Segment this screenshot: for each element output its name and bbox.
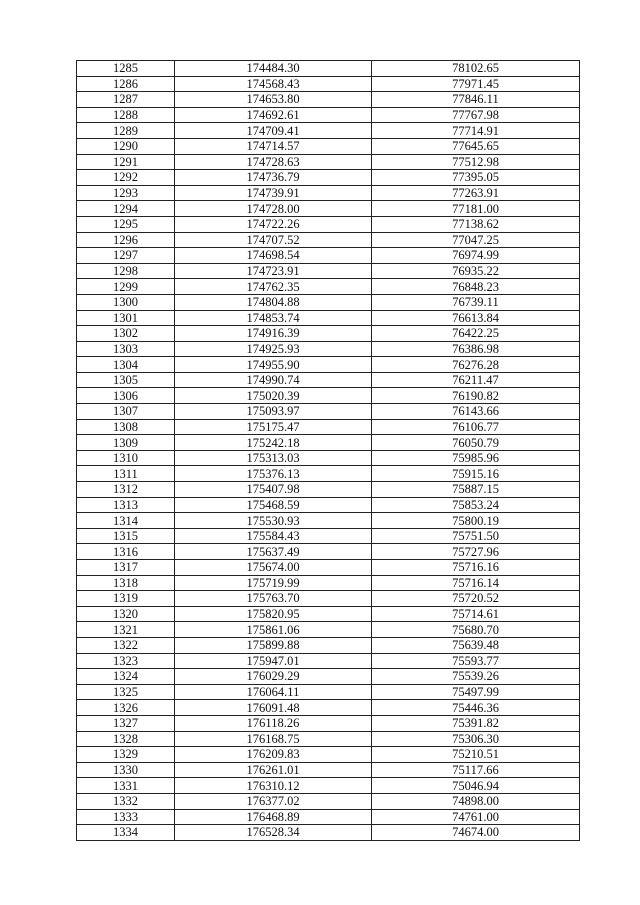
point-number-cell: 1292 (77, 170, 175, 186)
x-coordinate-cell: 175313.03 (175, 450, 372, 466)
x-coordinate-cell: 175637.49 (175, 544, 372, 560)
x-coordinate-cell: 176310.12 (175, 778, 372, 794)
point-number-cell: 1334 (77, 825, 175, 841)
y-coordinate-cell: 76386.98 (372, 341, 580, 357)
y-coordinate-cell: 76848.23 (372, 279, 580, 295)
point-number-cell: 1318 (77, 575, 175, 591)
y-coordinate-cell: 77263.91 (372, 185, 580, 201)
table-row (77, 637, 580, 653)
table-row (77, 294, 580, 310)
point-number-cell: 1308 (77, 419, 175, 435)
x-coordinate-cell: 175947.01 (175, 653, 372, 669)
table-row (77, 357, 580, 373)
point-number-cell: 1322 (77, 637, 175, 653)
y-coordinate-cell: 77971.45 (372, 76, 580, 92)
x-coordinate-cell: 174714.57 (175, 138, 372, 154)
table-row (77, 248, 580, 264)
y-coordinate-cell: 76050.79 (372, 435, 580, 451)
x-coordinate-cell: 175820.95 (175, 606, 372, 622)
y-coordinate-cell: 75716.16 (372, 560, 580, 576)
x-coordinate-cell: 175719.99 (175, 575, 372, 591)
table-row (77, 544, 580, 560)
y-coordinate-cell: 75716.14 (372, 575, 580, 591)
y-coordinate-cell: 75046.94 (372, 778, 580, 794)
point-number-cell: 1290 (77, 138, 175, 154)
point-number-cell: 1297 (77, 248, 175, 264)
table-row (77, 170, 580, 186)
table-row (77, 138, 580, 154)
table-row (77, 61, 580, 77)
y-coordinate-cell: 77512.98 (372, 154, 580, 170)
y-coordinate-cell: 75714.61 (372, 606, 580, 622)
y-coordinate-cell: 76106.77 (372, 419, 580, 435)
y-coordinate-cell: 76935.22 (372, 263, 580, 279)
point-number-cell: 1289 (77, 123, 175, 139)
y-coordinate-cell: 74898.00 (372, 793, 580, 809)
y-coordinate-cell: 75915.16 (372, 466, 580, 482)
table-row (77, 700, 580, 716)
y-coordinate-cell: 75751.50 (372, 528, 580, 544)
point-number-cell: 1306 (77, 388, 175, 404)
y-coordinate-cell: 76276.28 (372, 357, 580, 373)
coordinate-table (76, 60, 580, 841)
y-coordinate-cell: 77138.62 (372, 216, 580, 232)
y-coordinate-cell: 75593.77 (372, 653, 580, 669)
point-number-cell: 1326 (77, 700, 175, 716)
y-coordinate-cell: 75117.66 (372, 762, 580, 778)
x-coordinate-cell: 175093.97 (175, 404, 372, 420)
x-coordinate-cell: 174692.61 (175, 107, 372, 123)
table-row (77, 466, 580, 482)
point-number-cell: 1287 (77, 92, 175, 108)
point-number-cell: 1333 (77, 809, 175, 825)
x-coordinate-cell: 175674.00 (175, 560, 372, 576)
x-coordinate-cell: 174484.30 (175, 61, 372, 77)
table-row (77, 684, 580, 700)
y-coordinate-cell: 76190.82 (372, 388, 580, 404)
point-number-cell: 1312 (77, 482, 175, 498)
y-coordinate-cell: 74674.00 (372, 825, 580, 841)
table-row (77, 653, 580, 669)
x-coordinate-cell: 174955.90 (175, 357, 372, 373)
y-coordinate-cell: 75720.52 (372, 591, 580, 607)
point-number-cell: 1304 (77, 357, 175, 373)
y-coordinate-cell: 75446.36 (372, 700, 580, 716)
point-number-cell: 1320 (77, 606, 175, 622)
point-number-cell: 1327 (77, 715, 175, 731)
y-coordinate-cell: 75497.99 (372, 684, 580, 700)
point-number-cell: 1302 (77, 326, 175, 342)
point-number-cell: 1309 (77, 435, 175, 451)
table-row (77, 76, 580, 92)
y-coordinate-cell: 75853.24 (372, 497, 580, 513)
point-number-cell: 1328 (77, 731, 175, 747)
point-number-cell: 1330 (77, 762, 175, 778)
x-coordinate-cell: 175242.18 (175, 435, 372, 451)
y-coordinate-cell: 77846.11 (372, 92, 580, 108)
x-coordinate-cell: 174762.35 (175, 279, 372, 295)
point-number-cell: 1324 (77, 669, 175, 685)
y-coordinate-cell: 77645.65 (372, 138, 580, 154)
point-number-cell: 1296 (77, 232, 175, 248)
y-coordinate-cell: 75800.19 (372, 513, 580, 529)
point-number-cell: 1317 (77, 560, 175, 576)
table-row (77, 372, 580, 388)
table-row (77, 201, 580, 217)
x-coordinate-cell: 176029.29 (175, 669, 372, 685)
y-coordinate-cell: 77181.00 (372, 201, 580, 217)
table-row (77, 715, 580, 731)
point-number-cell: 1323 (77, 653, 175, 669)
table-row (77, 606, 580, 622)
x-coordinate-cell: 175530.93 (175, 513, 372, 529)
point-number-cell: 1329 (77, 747, 175, 763)
table-row (77, 154, 580, 170)
x-coordinate-cell: 175175.47 (175, 419, 372, 435)
x-coordinate-cell: 174739.91 (175, 185, 372, 201)
y-coordinate-cell: 75210.51 (372, 747, 580, 763)
x-coordinate-cell: 174925.93 (175, 341, 372, 357)
table-row (77, 450, 580, 466)
x-coordinate-cell: 176261.01 (175, 762, 372, 778)
table-row (77, 747, 580, 763)
point-number-cell: 1303 (77, 341, 175, 357)
table-row (77, 123, 580, 139)
table-row (77, 419, 580, 435)
y-coordinate-cell: 74761.00 (372, 809, 580, 825)
point-number-cell: 1286 (77, 76, 175, 92)
x-coordinate-cell: 175468.59 (175, 497, 372, 513)
x-coordinate-cell: 174853.74 (175, 310, 372, 326)
x-coordinate-cell: 175763.70 (175, 591, 372, 607)
y-coordinate-cell: 75539.26 (372, 669, 580, 685)
point-number-cell: 1285 (77, 61, 175, 77)
point-number-cell: 1310 (77, 450, 175, 466)
x-coordinate-cell: 176168.75 (175, 731, 372, 747)
point-number-cell: 1298 (77, 263, 175, 279)
table-row (77, 762, 580, 778)
x-coordinate-cell: 176091.48 (175, 700, 372, 716)
y-coordinate-cell: 75887.15 (372, 482, 580, 498)
table-row (77, 731, 580, 747)
x-coordinate-cell: 174916.39 (175, 326, 372, 342)
point-number-cell: 1307 (77, 404, 175, 420)
x-coordinate-cell: 175899.88 (175, 637, 372, 653)
point-number-cell: 1293 (77, 185, 175, 201)
table-row (77, 388, 580, 404)
x-coordinate-cell: 175861.06 (175, 622, 372, 638)
y-coordinate-cell: 76739.11 (372, 294, 580, 310)
table-row (77, 497, 580, 513)
point-number-cell: 1316 (77, 544, 175, 560)
x-coordinate-cell: 174709.41 (175, 123, 372, 139)
table-row (77, 622, 580, 638)
x-coordinate-cell: 174723.91 (175, 263, 372, 279)
x-coordinate-cell: 176209.83 (175, 747, 372, 763)
x-coordinate-cell: 176064.11 (175, 684, 372, 700)
point-number-cell: 1300 (77, 294, 175, 310)
point-number-cell: 1291 (77, 154, 175, 170)
y-coordinate-cell: 76422.25 (372, 326, 580, 342)
x-coordinate-cell: 175376.13 (175, 466, 372, 482)
x-coordinate-cell: 174707.52 (175, 232, 372, 248)
point-number-cell: 1311 (77, 466, 175, 482)
point-number-cell: 1331 (77, 778, 175, 794)
y-coordinate-cell: 78102.65 (372, 61, 580, 77)
x-coordinate-cell: 176118.26 (175, 715, 372, 731)
table-row (77, 669, 580, 685)
table-row (77, 310, 580, 326)
table-row (77, 263, 580, 279)
x-coordinate-cell: 176468.89 (175, 809, 372, 825)
x-coordinate-cell: 174736.79 (175, 170, 372, 186)
x-coordinate-cell: 174722.26 (175, 216, 372, 232)
point-number-cell: 1295 (77, 216, 175, 232)
table-row (77, 341, 580, 357)
x-coordinate-cell: 174728.63 (175, 154, 372, 170)
x-coordinate-cell: 175020.39 (175, 388, 372, 404)
table-row (77, 591, 580, 607)
y-coordinate-cell: 77767.98 (372, 107, 580, 123)
y-coordinate-cell: 77714.91 (372, 123, 580, 139)
table-row (77, 482, 580, 498)
y-coordinate-cell: 76143.66 (372, 404, 580, 420)
table-row (77, 185, 580, 201)
point-number-cell: 1299 (77, 279, 175, 295)
table-row (77, 560, 580, 576)
x-coordinate-cell: 176377.02 (175, 793, 372, 809)
table-row (77, 279, 580, 295)
x-coordinate-cell: 174728.00 (175, 201, 372, 217)
point-number-cell: 1294 (77, 201, 175, 217)
table-row (77, 326, 580, 342)
y-coordinate-cell: 75680.70 (372, 622, 580, 638)
table-row (77, 435, 580, 451)
coordinate-table-body (77, 61, 580, 841)
x-coordinate-cell: 174990.74 (175, 372, 372, 388)
y-coordinate-cell: 75306.30 (372, 731, 580, 747)
table-row (77, 793, 580, 809)
point-number-cell: 1321 (77, 622, 175, 638)
table-row (77, 216, 580, 232)
point-number-cell: 1314 (77, 513, 175, 529)
point-number-cell: 1315 (77, 528, 175, 544)
y-coordinate-cell: 76613.84 (372, 310, 580, 326)
table-row (77, 92, 580, 108)
table-row (77, 404, 580, 420)
x-coordinate-cell: 174698.54 (175, 248, 372, 264)
x-coordinate-cell: 174804.88 (175, 294, 372, 310)
x-coordinate-cell: 174653.80 (175, 92, 372, 108)
point-number-cell: 1319 (77, 591, 175, 607)
point-number-cell: 1288 (77, 107, 175, 123)
y-coordinate-cell: 77047.25 (372, 232, 580, 248)
table-row (77, 513, 580, 529)
y-coordinate-cell: 75985.96 (372, 450, 580, 466)
table-row (77, 778, 580, 794)
x-coordinate-cell: 176528.34 (175, 825, 372, 841)
y-coordinate-cell: 75391.82 (372, 715, 580, 731)
table-row (77, 232, 580, 248)
y-coordinate-cell: 75727.96 (372, 544, 580, 560)
table-row (77, 107, 580, 123)
x-coordinate-cell: 175407.98 (175, 482, 372, 498)
point-number-cell: 1313 (77, 497, 175, 513)
table-row (77, 575, 580, 591)
y-coordinate-cell: 76211.47 (372, 372, 580, 388)
table-row (77, 809, 580, 825)
point-number-cell: 1332 (77, 793, 175, 809)
point-number-cell: 1305 (77, 372, 175, 388)
y-coordinate-cell: 75639.48 (372, 637, 580, 653)
y-coordinate-cell: 76974.99 (372, 248, 580, 264)
table-row (77, 825, 580, 841)
x-coordinate-cell: 175584.43 (175, 528, 372, 544)
point-number-cell: 1301 (77, 310, 175, 326)
x-coordinate-cell: 174568.43 (175, 76, 372, 92)
table-row (77, 528, 580, 544)
y-coordinate-cell: 77395.05 (372, 170, 580, 186)
point-number-cell: 1325 (77, 684, 175, 700)
